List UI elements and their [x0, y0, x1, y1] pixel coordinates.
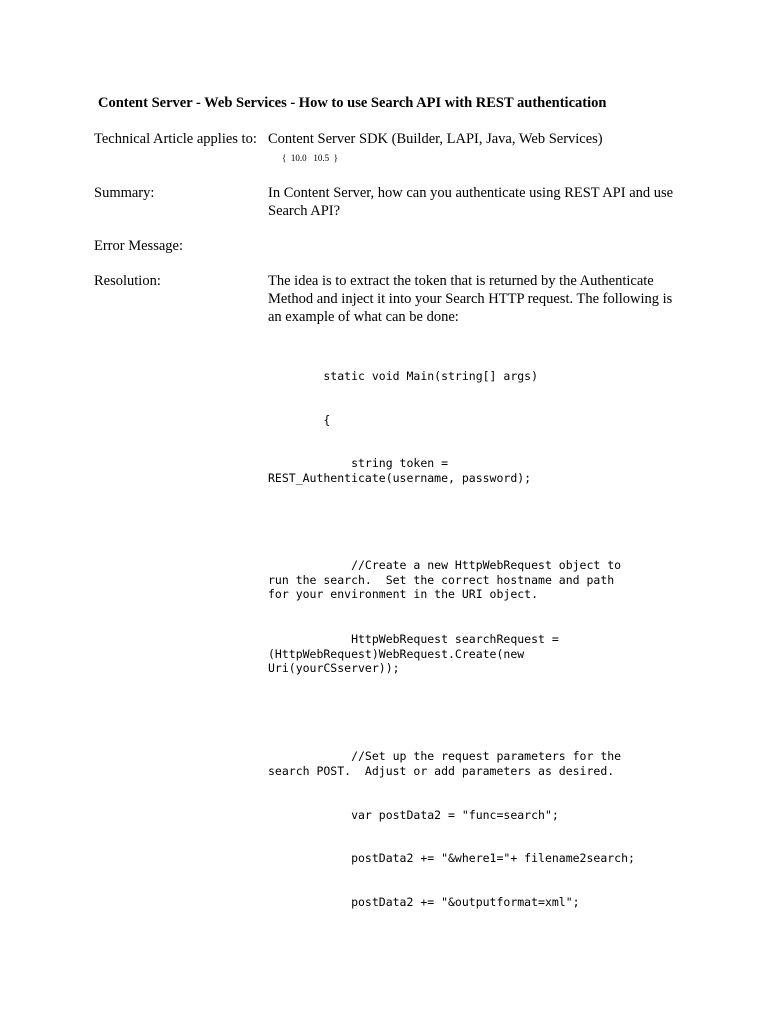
resolution-label: Resolution: [94, 273, 161, 289]
code-main-signature: static void Main(string[] args) [268, 369, 539, 383]
code-open-brace: { [268, 413, 331, 427]
summary-label: Summary: [94, 185, 155, 201]
code-comment-create-request: //Create a new HttpWebRequest object to run the search. Set the correct hostname and path for your environment in the URI object. [268, 558, 622, 602]
code-search-request: HttpWebRequest searchRequest = (HttpWebRequest)WebRequest.Create(new Uri(yourCSserver)); [268, 632, 559, 676]
applies-to-value: Content Server SDK (Builder, LAPI, Java, Web Services) [268, 131, 603, 147]
code-post-data-func: var postData2 = "func=search"; [268, 808, 559, 822]
error-message-label: Error Message: [94, 238, 183, 254]
versions-list: { 10.0 10.5 } [282, 153, 338, 163]
code-post-data-output: postData2 += "&outputformat=xml"; [268, 895, 580, 909]
code-post-data-where: postData2 += "&where1="+ filename2search; [268, 851, 635, 865]
code-token-line: string token = REST_Authenticate(username, password); [268, 456, 532, 485]
applies-to-label: Technical Article applies to: [94, 131, 257, 147]
article-title: Content Server - Web Services - How to use Search API with REST authentication [98, 95, 607, 111]
resolution-value: The idea is to extract the token that is returned by the Authenticate Method and inject it into your Search HTTP request. The following is an example of what can be done: [268, 273, 673, 325]
code-comment-parameters: //Set up the request parameters for the search POST. Adjust or add parameters as desired. [268, 749, 622, 778]
summary-value: In Content Server, how can you authenticate using REST API and use Search API? [268, 185, 674, 219]
